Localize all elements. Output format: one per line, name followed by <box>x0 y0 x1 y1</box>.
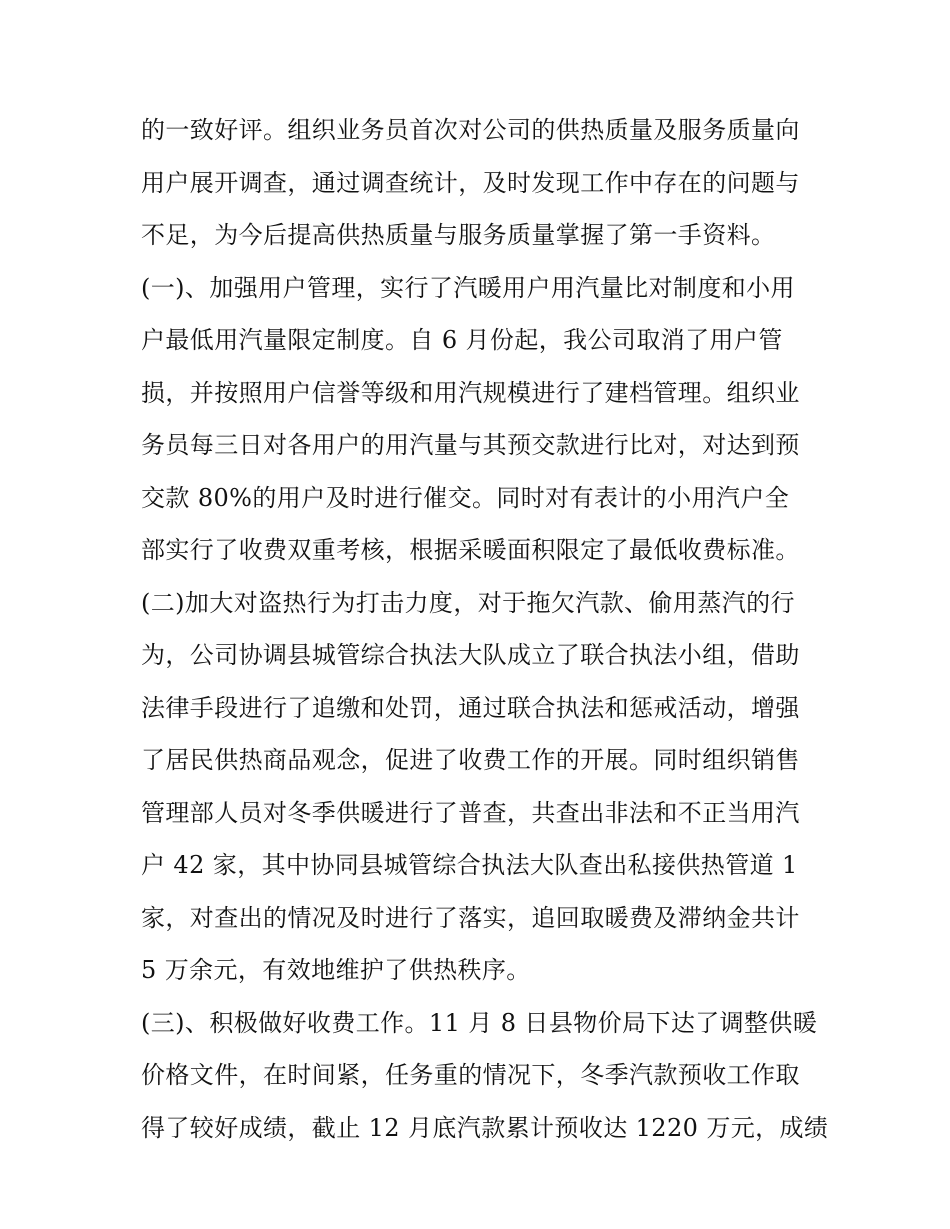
text-line: 用户展开调查，通过调查统计，及时发现工作中存在的问题与 <box>141 168 800 197</box>
document-body <box>141 104 829 1154</box>
text-line: 为，公司协调县城管综合执法大队成立了联合执法小组，借助 <box>141 641 800 669</box>
text-line: 管理部人员对冬季供暖进行了普查，共查出非法和不正当用汽 <box>141 798 800 827</box>
text-line: 务员每三日对各用户的用汽量与其预交款进行比对，对达到预 <box>141 431 800 459</box>
text-line: 户 42 家，其中协同县城管综合执法大队查出私接供热管道 1 <box>141 851 798 879</box>
text-line: 的一致好评。组织业务员首次对公司的供热质量及服务质量向 <box>141 116 800 144</box>
text-line: (二)加大对盗热行为打击力度，对于拖欠汽款、偷用蒸汽的行 <box>141 588 795 617</box>
text-line: 户最低用汽量限定制度。自 6 月份起，我公司取消了用户管 <box>141 326 783 354</box>
text-line: 损，并按照用户信誉等级和用汽规模进行了建档管理。组织业 <box>141 378 800 407</box>
text-line: 部实行了收费双重考核，根据采暖面积限定了最低收费标准。 <box>141 536 800 564</box>
text-line: (一)、加强用户管理，实行了汽暖用户用汽量比对制度和小用 <box>141 273 795 302</box>
text-line: 不足，为今后提高供热质量与服务质量掌握了第一手资料。 <box>141 221 776 249</box>
text-line: (三)、积极做好收费工作。11 月 8 日县物价局下达了调整供暖 <box>141 1008 818 1037</box>
text-line: 家，对查出的情况及时进行了落实，追回取暖费及滞纳金共计 <box>141 903 800 932</box>
text-line: 价格文件，在时间紧，任务重的情况下，冬季汽款预收工作取 <box>141 1061 800 1089</box>
text-line: 得了较好成绩，截止 12 月底汽款累计预收达 1220 万元，成绩 <box>141 1113 829 1142</box>
text-line: 5 万余元，有效地维护了供热秩序。 <box>141 956 531 984</box>
text-line: 了居民供热商品观念，促进了收费工作的开展。同时组织销售 <box>141 746 800 774</box>
text-line: 法律手段进行了追缴和处罚，通过联合执法和惩戒活动，增强 <box>141 693 800 722</box>
text-line: 交款 80%的用户及时进行催交。同时对有表计的小用汽户全 <box>141 483 790 512</box>
